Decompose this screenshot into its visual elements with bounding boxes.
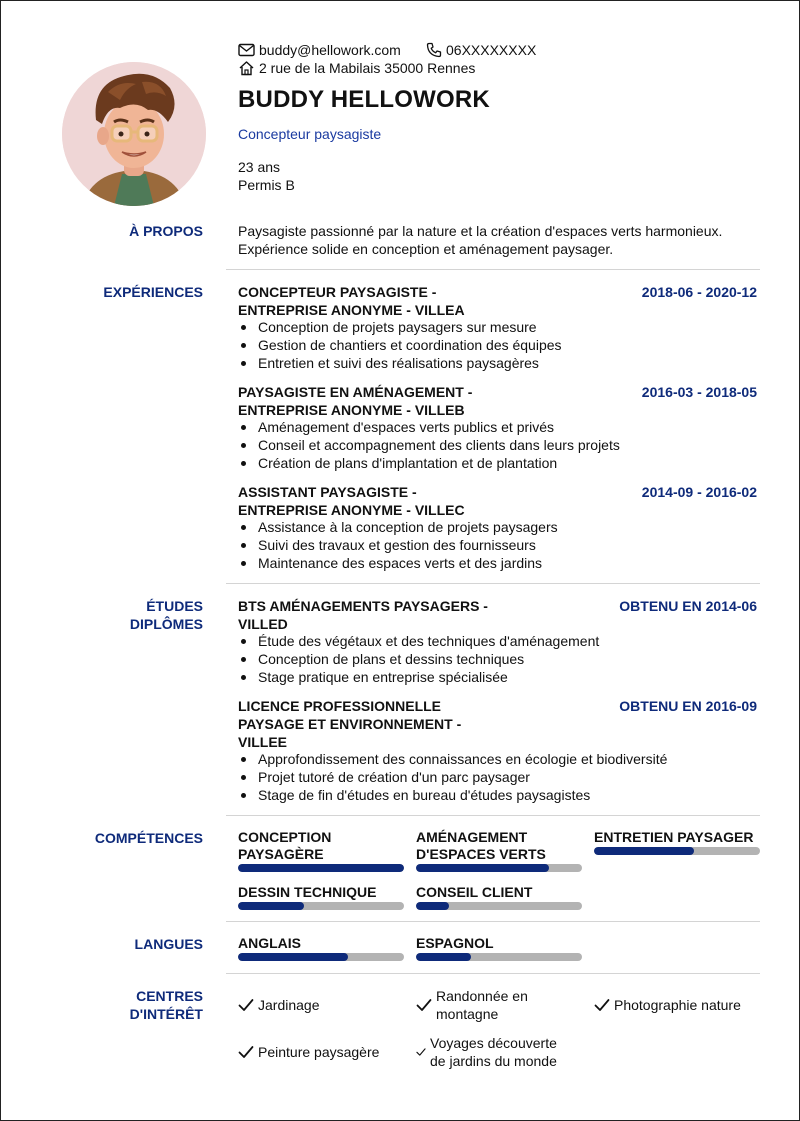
section-label-interests: CENTRES D'INTÉRÊT [129,988,203,1022]
section-divider [226,921,760,922]
list-item: Suivi des travaux et gestion des fournisseurs [238,536,558,554]
email-line [238,42,401,58]
phone-line [426,42,536,58]
section-label-skills: COMPÉTENCES [94,830,203,846]
education-date: OBTENU EN 2016-09 [619,698,757,714]
address-line [238,60,475,76]
list-item: Stage pratique en entreprise spécialisée [238,668,599,686]
skill-item [416,829,582,872]
language-level-bar [238,953,404,961]
phone[interactable]: 06XXXXXXXX [446,42,537,58]
skill-name: ENTRETIEN PAYSAGER [594,829,754,845]
about-text [238,222,768,258]
experience-title: ASSISTANT PAYSAGISTE - ENTREPRISE ANONYME - VILLEC [238,484,465,518]
interest-item [238,1043,379,1061]
education-date: OBTENU EN 2014-06 [619,598,757,614]
list-item: Étude des végétaux et des techniques d'aménagement [238,632,599,650]
section-divider [226,973,760,974]
check-icon [416,998,432,1012]
about-line: Paysagiste passionné par la nature et la création d'espaces verts harmonieux. [238,223,723,239]
interest-label: Jardinage [258,997,320,1013]
skill-name: AMÉNAGEMENT D'ESPACES VERTS [416,829,546,862]
home-icon [238,60,255,76]
interest-label: Voyages découverte de jardins du monde [430,1035,557,1069]
age: 23 ans [238,159,281,175]
list-item: Gestion de chantiers et coordination des équipes [238,336,562,354]
language-item [238,935,404,961]
address: 2 rue de la Mabilais 35000 Rennes [259,60,476,76]
section-label-languages: LANGUES [134,936,203,952]
list-item: Projet tutoré de création d'un parc paysager [238,768,667,786]
interest-item [416,1034,557,1070]
list-item: Aménagement d'espaces verts publics et privés [238,418,620,436]
interest-label: Randonnée en montagne [436,988,528,1022]
language-item [416,935,582,961]
education-title: BTS AMÉNAGEMENTS PAYSAGERS - VILLED [238,598,488,632]
section-label-about: À PROPOS [129,223,203,239]
language-level-bar [416,953,582,961]
list-item: Stage de fin d'études en bureau d'études paysagistes [238,786,667,804]
candidate-name: BUDDY HELLOWORK [238,86,490,113]
check-icon [238,1045,254,1059]
skill-item [416,884,582,910]
language-name: ANGLAIS [238,935,301,951]
skill-level-bar [416,864,582,872]
driving-license: Permis B [238,177,295,193]
skill-level-bar [416,902,582,910]
list-item: Maintenance des espaces verts et des jardins [238,554,558,572]
section-label-experiences: EXPÉRIENCES [103,284,203,300]
avatar [62,62,206,206]
education-bullets [238,750,667,804]
check-icon [238,998,254,1012]
list-item: Approfondissement des connaissances en écologie et biodiversité [238,750,667,768]
section-divider [226,815,760,816]
experience-bullets [238,318,562,372]
skill-item [594,829,760,855]
phone-icon [426,42,442,58]
experience-bullets [238,518,558,572]
skill-level-bar [238,902,404,910]
interest-label: Photographie nature [614,997,741,1013]
skill-name: CONCEPTION PAYSAGÈRE [238,829,332,862]
experience-date: 2014-09 - 2016-02 [641,484,757,500]
interest-label: Peinture paysagère [258,1044,380,1060]
interest-item [594,996,741,1014]
about-line: Expérience solide en conception et aménagement paysager. [238,241,614,257]
check-icon [416,1047,426,1057]
skill-name: DESSIN TECHNIQUE [238,884,377,900]
list-item: Conception de plans et dessins techniques [238,650,599,668]
list-item: Entretien et suivi des réalisations paysagères [238,354,562,372]
experience-title: CONCEPTEUR PAYSAGISTE - ENTREPRISE ANONYME - VILLEA [238,284,465,318]
skill-level-bar [594,847,760,855]
section-divider [226,269,760,270]
skill-item [238,829,404,872]
skill-level-bar [238,864,404,872]
education-title: LICENCE PROFESSIONNELLE PAYSAGE ET ENVIRONNEMENT - VILLEE [238,698,462,750]
list-item: Conception de projets paysagers sur mesure [238,318,562,336]
interest-item [238,996,320,1014]
experience-bullets [238,418,620,472]
experience-date: 2018-06 - 2020-12 [641,284,757,300]
section-divider [226,583,760,584]
education-bullets [238,632,599,686]
check-icon [594,998,610,1012]
envelope-icon [238,43,255,57]
section-label-education: ÉTUDES DIPLÔMES [129,598,203,632]
skill-item [238,884,404,910]
interest-item [416,987,528,1023]
language-name: ESPAGNOL [416,935,494,951]
list-item: Assistance à la conception de projets paysagers [238,518,558,536]
list-item: Conseil et accompagnement des clients dans leurs projets [238,436,620,454]
experience-date: 2016-03 - 2018-05 [641,384,757,400]
skill-name: CONSEIL CLIENT [416,884,533,900]
list-item: Création de plans d'implantation et de plantation [238,454,620,472]
experience-title: PAYSAGISTE EN AMÉNAGEMENT - ENTREPRISE ANONYME - VILLEB [238,384,473,418]
email[interactable]: buddy@hellowork.com [259,42,401,58]
job-title: Concepteur paysagiste [238,126,382,142]
